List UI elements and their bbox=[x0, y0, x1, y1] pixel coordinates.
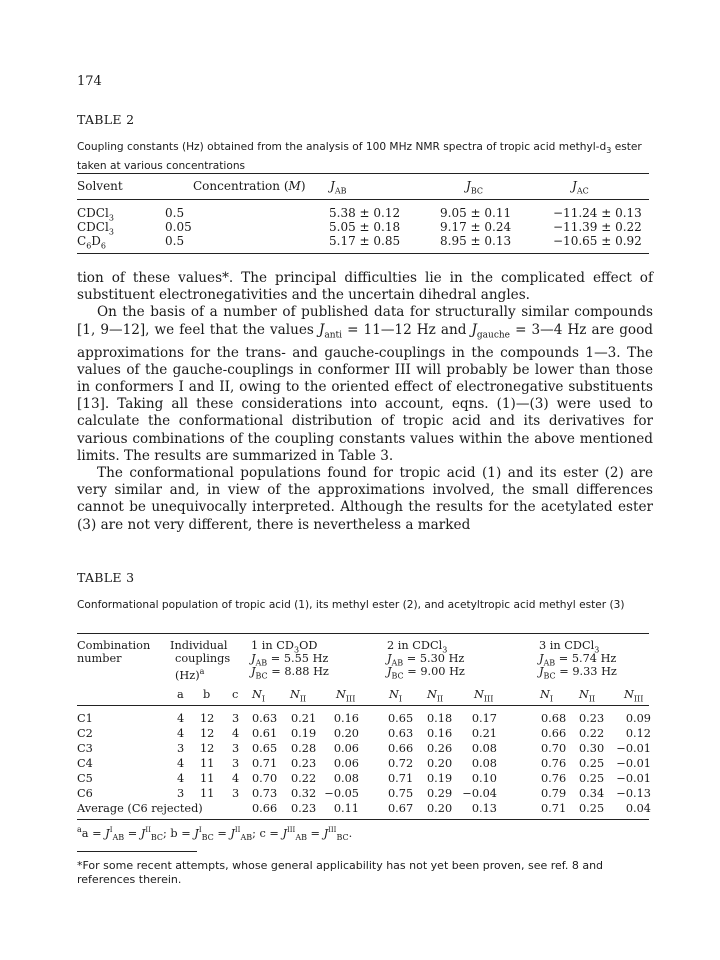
table3-row6-col5: 0.73 bbox=[252, 787, 278, 800]
table3-row3-col3: 12 bbox=[200, 742, 215, 755]
table3-group3-jbc: $J_{BC} = 9.33$ Hz bbox=[539, 665, 617, 681]
table3-row5-col9: 0.19 bbox=[427, 772, 453, 785]
table3-row2-col8: 0.63 bbox=[388, 727, 414, 740]
table3-header-rule bbox=[77, 705, 649, 706]
table2-row3-solvent: $C_6D_6$ bbox=[77, 234, 106, 251]
table2-row1-jbc: 9.05 ± 0.11 bbox=[440, 206, 512, 220]
table3-row6-col6: 0.32 bbox=[291, 787, 317, 800]
table3-top-rule bbox=[77, 633, 649, 634]
table3-g3-n1: $N_I$ bbox=[540, 688, 554, 704]
table3-row3-col13: −0.01 bbox=[616, 742, 651, 755]
table2-row1-conc: 0.5 bbox=[165, 206, 185, 220]
table3-row5-col5: 0.70 bbox=[252, 772, 278, 785]
table3-group3-jab: $J_{AB} = 5.74$ Hz bbox=[539, 652, 617, 668]
table3-row4-col11: 0.76 bbox=[541, 757, 567, 770]
table3-row5-col3: 11 bbox=[200, 772, 215, 785]
table2-bottom-rule bbox=[77, 253, 649, 254]
table3-average-col6: 0.23 bbox=[291, 802, 317, 815]
table3-g3-n2: $N_{II}$ bbox=[579, 688, 596, 704]
table3-row3-col11: 0.70 bbox=[541, 742, 567, 755]
table3-row2-col1: C2 bbox=[77, 727, 93, 740]
table3-row3-col6: 0.28 bbox=[291, 742, 317, 755]
table3-row5-col11: 0.76 bbox=[541, 772, 567, 785]
table3-row6-col12: 0.34 bbox=[579, 787, 605, 800]
table3-label: TABLE 3 bbox=[77, 570, 135, 585]
table3-row4-col8: 0.72 bbox=[388, 757, 414, 770]
table3-h-hz: $(Hz)^a$ bbox=[175, 667, 205, 682]
table3-row4-col6: 0.23 bbox=[291, 757, 317, 770]
table3-row4-col4: 3 bbox=[232, 757, 240, 770]
table2-label: TABLE 2 bbox=[77, 112, 135, 127]
table3-row2-col7: 0.20 bbox=[333, 727, 359, 740]
table3-row5-col2: 4 bbox=[177, 772, 185, 785]
table2-header-rule bbox=[77, 199, 649, 200]
table3-row1-col11: 0.68 bbox=[541, 712, 567, 725]
table2-row2-conc: 0.05 bbox=[165, 220, 192, 234]
table3-average-col5: 0.66 bbox=[252, 802, 278, 815]
table3-group1-jab: $J_{AB} = 5.55$ Hz bbox=[251, 652, 329, 668]
table3-h-c: c bbox=[232, 688, 239, 701]
table3-g3-n3: $N_{III}$ bbox=[624, 688, 644, 704]
table3-row4-col3: 11 bbox=[200, 757, 215, 770]
table2-row1-solvent: CDCl$_3$ bbox=[77, 206, 114, 223]
table2-header-jbc: $J_{BC}$ bbox=[466, 179, 483, 196]
table3-row1-col7: 0.16 bbox=[333, 712, 359, 725]
table3-row4-col13: −0.01 bbox=[616, 757, 651, 770]
table2-caption: Coupling constants (Hz) obtained from the analysis of 100 MHz NMR spectra of tropic acid methyl-$d_3$ ester taken at various concentrations bbox=[77, 141, 642, 172]
table3-row3-col10: 0.08 bbox=[471, 742, 497, 755]
table3-h-couplings: couplings bbox=[175, 652, 231, 665]
table3-average-col7: 0.11 bbox=[333, 802, 359, 815]
table3-row1-col5: 0.63 bbox=[252, 712, 278, 725]
table3-row2-col13: 0.12 bbox=[625, 727, 651, 740]
table3-g2-n2: $N_{II}$ bbox=[427, 688, 444, 704]
table2-row2-jbc: 9.17 ± 0.24 bbox=[440, 220, 512, 234]
body-paragraph-2: On the basis of a number of published data for structurally similar compounds [1, 9—12], we feel that the values $J_{anti}$ = 11—12 Hz and $J_{gauche}$ = 3—4 Hz are good approximations for the trans- and gauche-couplings in the compounds 1—3. The values of the gauche-couplings in conformer III will probably be lower than those in conformers I and II, owing to the oriented effect of electronegative substituents [13]. Taking all these considerations into account, eqns. (1)—(3) were used to calculate the conformational distribution of tropic acid and its derivatives for various combinations of the coupling constants values within the above mentioned limits. The results are summarized in Table 3. bbox=[77, 304, 653, 464]
body-text bbox=[77, 270, 653, 534]
table3-h-combination: Combination bbox=[77, 639, 151, 652]
table3-row3-col7: 0.06 bbox=[333, 742, 359, 755]
table3-row3-col9: 0.26 bbox=[427, 742, 453, 755]
table3-row5-col13: −0.01 bbox=[616, 772, 651, 785]
table3-row5-col8: 0.71 bbox=[388, 772, 414, 785]
table2-row3-jac: −10.65 ± 0.92 bbox=[553, 234, 642, 248]
table2-row3-jbc: 8.95 ± 0.13 bbox=[440, 234, 512, 248]
table3-footnote: $^aa = J^I_{AB} = J^{II}_{BC}$; $b = J^I_{BC} = J^{II}_{AB}$; $c = J^{III}_{AB} = J^{III}_{BC}$. bbox=[77, 825, 353, 843]
table3-row2-col5: 0.61 bbox=[252, 727, 278, 740]
table3-row3-col8: 0.66 bbox=[388, 742, 414, 755]
table3-row1-col6: 0.21 bbox=[291, 712, 317, 725]
table3-row6-col11: 0.79 bbox=[541, 787, 567, 800]
table3-average-col8: 0.67 bbox=[388, 802, 414, 815]
table3-row6-col4: 3 bbox=[232, 787, 240, 800]
table3-row3-col2: 3 bbox=[177, 742, 185, 755]
table3-row1-col9: 0.18 bbox=[427, 712, 453, 725]
table2-row3-conc: 0.5 bbox=[165, 234, 185, 248]
table3-row6-col7: −0.05 bbox=[324, 787, 359, 800]
table3-row4-col7: 0.06 bbox=[333, 757, 359, 770]
table2-row2-jab: 5.05 ± 0.18 bbox=[329, 220, 401, 234]
table3-row6-col8: 0.75 bbox=[388, 787, 414, 800]
table3-average-label: Average (C6 rejected) bbox=[77, 802, 203, 815]
table3-group2-title: 2 in CDCl$_3$ bbox=[387, 639, 448, 655]
table3-row6-col10: −0.04 bbox=[462, 787, 497, 800]
table3-row2-col9: 0.16 bbox=[427, 727, 453, 740]
page-footnote: *For some recent attempts, whose general applicability has not yet been proven, see ref. 8 and references therein. bbox=[77, 859, 604, 886]
table3-row6-col2: 3 bbox=[177, 787, 185, 800]
table3-row1-col12: 0.23 bbox=[579, 712, 605, 725]
table3-row6-col1: C6 bbox=[77, 787, 93, 800]
table3-row1-col3: 12 bbox=[200, 712, 215, 725]
table3-row5-col6: 0.22 bbox=[291, 772, 317, 785]
table3-row2-col11: 0.66 bbox=[541, 727, 567, 740]
table3-h-a: a bbox=[177, 688, 184, 701]
table3-row6-col3: 11 bbox=[200, 787, 215, 800]
table3-h-b: b bbox=[203, 688, 211, 701]
footnote-rule bbox=[77, 851, 197, 852]
table3-row1-col13: 0.09 bbox=[625, 712, 651, 725]
table3-g2-n3: $N_{III}$ bbox=[474, 688, 494, 704]
table3-row4-col10: 0.08 bbox=[471, 757, 497, 770]
table3-g2-n1: $N_I$ bbox=[389, 688, 403, 704]
table3-g1-n3: $N_{III}$ bbox=[336, 688, 356, 704]
table3-row2-col3: 12 bbox=[200, 727, 215, 740]
table3-average-col11: 0.71 bbox=[541, 802, 567, 815]
table3-caption: Conformational population of tropic acid (1), its methyl ester (2), and acetyltropic acid methyl ester (3) bbox=[77, 599, 625, 611]
table3-row3-col5: 0.65 bbox=[252, 742, 278, 755]
page-number: 174 bbox=[77, 74, 102, 89]
table3-row2-col10: 0.21 bbox=[471, 727, 497, 740]
table3-group3-title: 3 in CDCl$_3$ bbox=[539, 639, 600, 655]
table3-row4-col12: 0.25 bbox=[579, 757, 605, 770]
table3-group1-jbc: $J_{BC} = 8.88$ Hz bbox=[251, 665, 329, 681]
table3-average-col12: 0.25 bbox=[579, 802, 605, 815]
table2-row2-solvent: CDCl$_3$ bbox=[77, 220, 114, 237]
table3-group1-title: 1 in $CD_3OD$ bbox=[251, 639, 318, 655]
table2-row3-jab: 5.17 ± 0.85 bbox=[329, 234, 401, 248]
table3-row5-col4: 4 bbox=[232, 772, 240, 785]
body-paragraph-1: tion of these values*. The principal difficulties lie in the complicated effect of substituent electronegativities and the uncertain dihedral angles. bbox=[77, 270, 653, 304]
table3-group2-jbc: $J_{BC} = 9.00$ Hz bbox=[387, 665, 465, 681]
table3-bottom-rule bbox=[77, 819, 649, 820]
table3-row1-col10: 0.17 bbox=[471, 712, 497, 725]
table3-row1-col8: 0.65 bbox=[388, 712, 414, 725]
body-paragraph-3: The conformational populations found for tropic acid (1) and its ester (2) are very similar and, in view of the approximations involved, the small differences cannot be unequivocally interpreted. Although the results for the acetylated ester (3) are not very different, there is nevertheless a marked bbox=[77, 464, 653, 533]
table3-group2-jab: $J_{AB} = 5.30$ Hz bbox=[387, 652, 465, 668]
table2-header-solvent: Solvent bbox=[77, 179, 123, 193]
table3-row1-col1: C1 bbox=[77, 712, 93, 725]
table3-row3-col4: 3 bbox=[232, 742, 240, 755]
table3-row2-col4: 4 bbox=[232, 727, 240, 740]
table3-h-individual: Individual bbox=[170, 639, 228, 652]
table2-header-jac: $J_{AC}$ bbox=[572, 179, 589, 196]
table3-row5-col12: 0.25 bbox=[579, 772, 605, 785]
table3-row3-col12: 0.30 bbox=[579, 742, 605, 755]
table2-row2-jac: −11.39 ± 0.22 bbox=[553, 220, 642, 234]
table3-row3-col1: C3 bbox=[77, 742, 93, 755]
table2-header-concentration: Concentration (M) bbox=[193, 179, 306, 193]
table2-top-rule bbox=[77, 173, 649, 174]
table3-row5-col1: C5 bbox=[77, 772, 93, 785]
table3-average-col9: 0.20 bbox=[427, 802, 453, 815]
table3-row1-col2: 4 bbox=[177, 712, 185, 725]
table3-row6-col13: −0.13 bbox=[616, 787, 651, 800]
table3-h-number: number bbox=[77, 652, 122, 665]
table2-row1-jab: 5.38 ± 0.12 bbox=[329, 206, 401, 220]
table3-g1-n1: $N_I$ bbox=[252, 688, 266, 704]
table3-average-col13: 0.04 bbox=[625, 802, 651, 815]
table2-row1-jac: −11.24 ± 0.13 bbox=[553, 206, 642, 220]
table3-row4-col9: 0.20 bbox=[427, 757, 453, 770]
table3-row4-col5: 0.71 bbox=[252, 757, 278, 770]
table2-header-jab: $J_{AB}$ bbox=[330, 179, 347, 196]
table3-row2-col6: 0.19 bbox=[291, 727, 317, 740]
table3-row4-col2: 4 bbox=[177, 757, 185, 770]
table3-g1-n2: $N_{II}$ bbox=[290, 688, 307, 704]
table3-row5-col7: 0.08 bbox=[333, 772, 359, 785]
table3-row2-col12: 0.22 bbox=[579, 727, 605, 740]
table3-row5-col10: 0.10 bbox=[471, 772, 497, 785]
table3-row2-col2: 4 bbox=[177, 727, 185, 740]
table3-row6-col9: 0.29 bbox=[427, 787, 453, 800]
table3-row1-col4: 3 bbox=[232, 712, 240, 725]
table3-average-col10: 0.13 bbox=[471, 802, 497, 815]
table3-row4-col1: C4 bbox=[77, 757, 93, 770]
